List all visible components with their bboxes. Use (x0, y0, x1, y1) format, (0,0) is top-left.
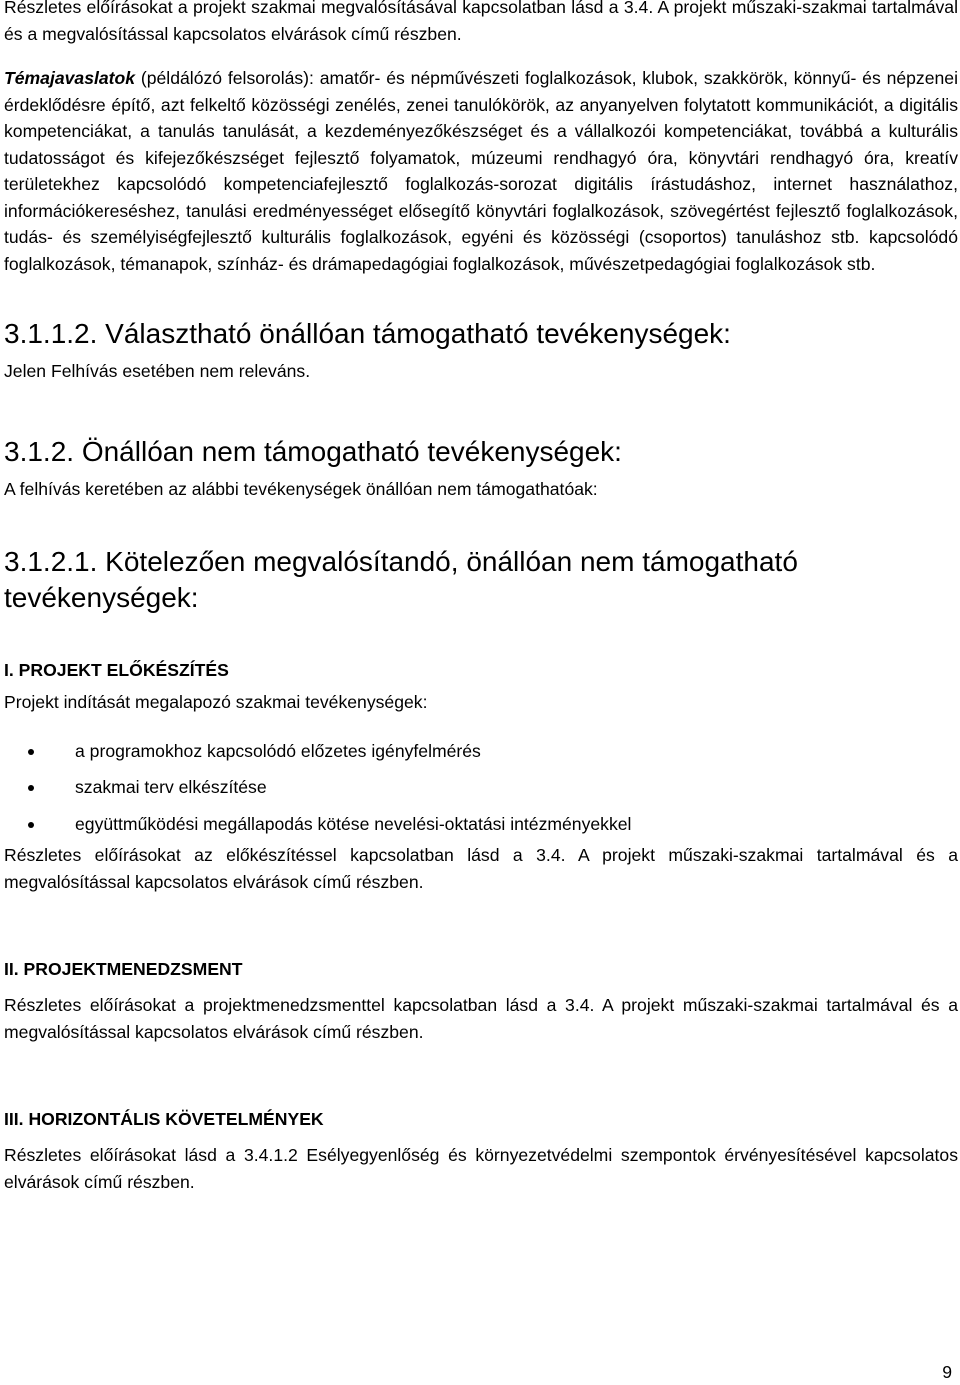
list-item-text: együttműködési megállapodás kötése nevelési-oktatási intézményekkel (75, 813, 632, 834)
part-1-lead: Projekt indítását megalapozó szakmai tevékenységek: (4, 692, 428, 712)
part-2-heading: II. PROJEKTMENEDZSMENT (4, 959, 243, 979)
list-item (4, 733, 958, 770)
text-3-1-1-2: Jelen Felhívás esetében nem releváns. (4, 361, 311, 381)
part-3-heading: III. HORIZONTÁLIS KÖVETELMÉNYEK (4, 1109, 324, 1129)
part-1-note: Részletes előírásokat az előkészítéssel kapcsolatban lásd a 3.4. A projekt műszaki-szakmai tartalmával és a megvalósítással kapcsolatos elvárások című részben. (4, 845, 958, 892)
heading-3-1-1-2: 3.1.1.2. Választható önállóan támogatható tevékenységek: (4, 318, 731, 349)
themes-label: Témajavaslatok (4, 68, 136, 88)
intro-paragraph: Részletes előírásokat a projekt szakmai megvalósításával kapcsolatban lásd a 3.4. A projekt műszaki-szakmai tartalmával és a megvalósítással kapcsolatos elvárások című részben. (4, 0, 958, 44)
list-item-text: a programokhoz kapcsolódó előzetes igényfelmérés (75, 740, 481, 761)
themes-paragraph (4, 65, 958, 277)
themes-text: amatőr- és népművészeti foglalkozások, klubok, szakkörök, könnyű- és népzenei érdeklődésre építő, azt felkeltő közösségi zenélés, zenei tanulókörök, az anyanyelven folytatott kommunikációt, a digitális kompetenciákat, a tanulás tanulását, a kezdeményezőkészséget és a vállalkozói kompetenciákat, továbbá a kulturális tudatosságot és kifejezőkészséget fejlesztő folyamatok, múzeumi rendhagyó óra, könyvtári rendhagyó óra, kreatív területekhez kapcsolódó kompetenciafejlesztő foglalkozás-sorozat digitális írástudáshoz, internet használathoz, információkereséshez, tanulási eredményességet elősegítő könyvtári foglalkozások, szövegértést fejlesztő foglalkozások, tudás- és személyiségfejlesztő kulturális foglalkozások, egyéni és közösségi (csoportos) tanuláshoz stb. kapcsolódó foglalkozások, témanapok, színház- és drámapedagógiai foglalkozások, művészetpedagógiai foglalkozások stb. (4, 68, 958, 274)
bullet-icon (28, 749, 34, 755)
part-2-note: Részletes előírásokat a projektmenedzsmenttel kapcsolatban lásd a 3.4. A projekt műszaki-szakmai tartalmával és a megvalósítással kapcsolatos elvárások című részben. (4, 995, 958, 1042)
part-3-note: Részletes előírásokat lásd a 3.4.1.2 Esélyegyenlőség és környezetvédelmi szempontok érvényesítésével kapcsolatos elvárások című részben. (4, 1145, 958, 1192)
heading-3-1-2: 3.1.2. Önállóan nem támogatható tevékenységek: (4, 435, 622, 467)
bullet-icon (28, 822, 34, 828)
text-3-1-2: A felhívás keretében az alábbi tevékenységek önállóan nem támogathatóak: (4, 478, 598, 499)
document-page (4, 0, 958, 1195)
list-item-text: szakmai terv elkészítése (75, 777, 267, 797)
list-item (4, 769, 958, 806)
part-1-heading: I. PROJEKT ELŐKÉSZÍTÉS (4, 660, 229, 680)
bullet-icon (28, 785, 34, 791)
part-1-bullet-list (4, 733, 958, 843)
heading-3-1-2-1: 3.1.2.1. Kötelezően megvalósítandó, önállóan nem támogatható tevékenységek: (4, 546, 798, 613)
page-number: 9 (942, 1362, 952, 1382)
themes-label-rest: (példálózó felsorolás): (135, 68, 314, 88)
list-item (4, 806, 958, 843)
